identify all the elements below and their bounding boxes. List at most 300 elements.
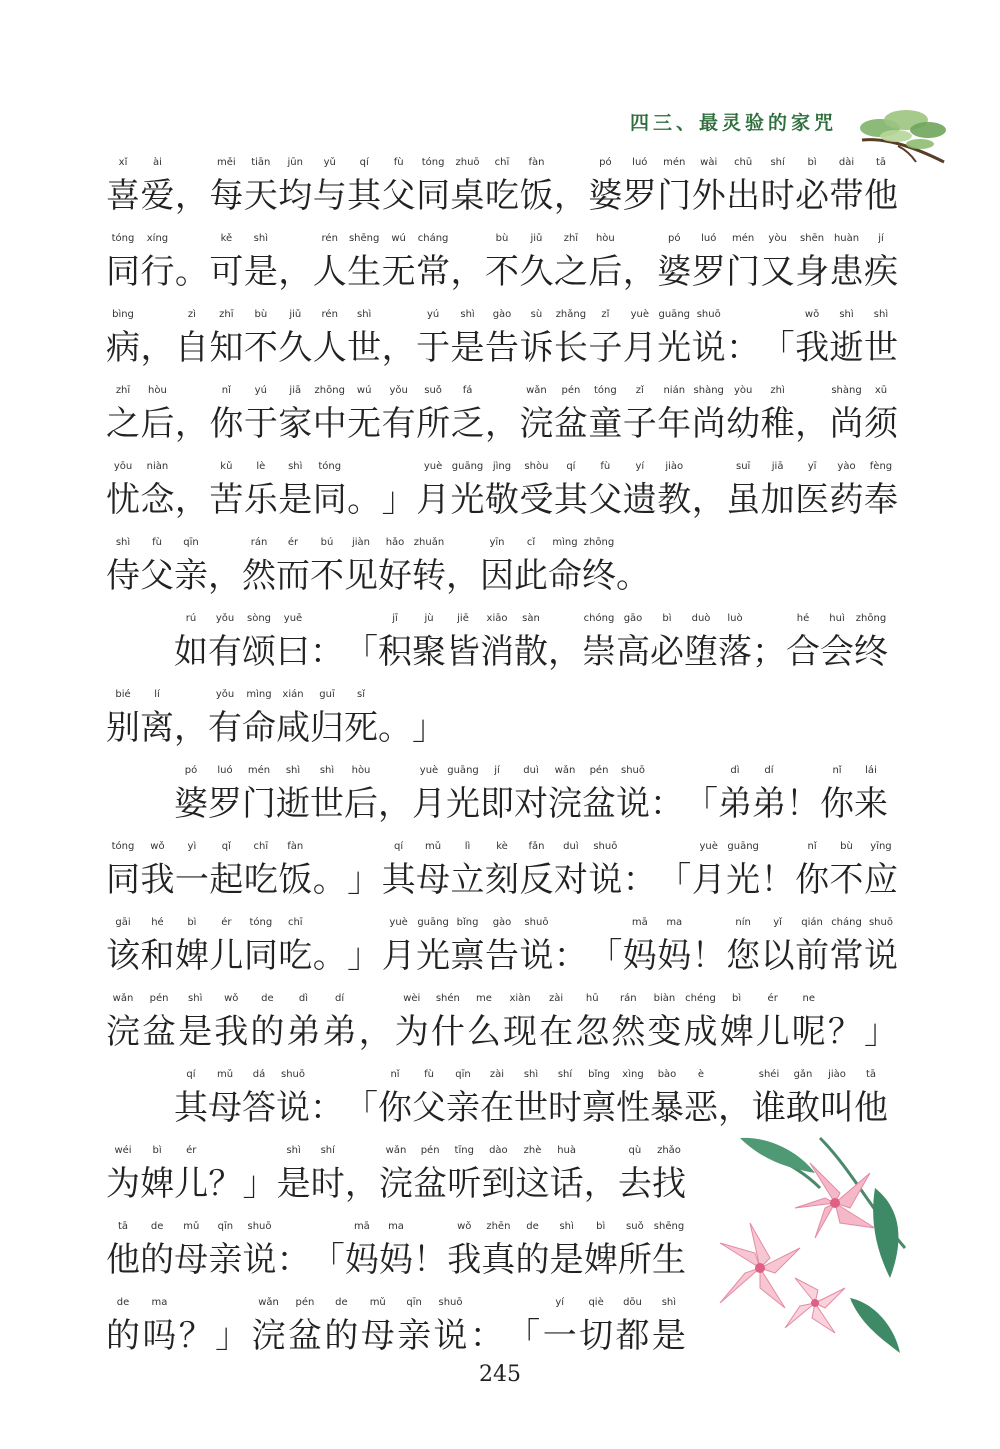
hanzi: 常	[416, 252, 451, 292]
text-line	[106, 614, 898, 690]
pinyin: rán	[620, 993, 637, 1004]
hanzi: 对	[514, 784, 548, 824]
ruby-char	[657, 386, 691, 462]
pinyin: hé	[151, 917, 164, 928]
ruby-char	[554, 310, 588, 386]
pinyin: guāng	[417, 917, 449, 928]
hanzi: 亲	[446, 1088, 480, 1128]
hanzi: 说	[863, 936, 898, 976]
hanzi: 话	[549, 1164, 584, 1204]
pinyin: huà	[557, 1145, 577, 1156]
pinyin: yīng	[870, 841, 892, 852]
ruby-char	[726, 462, 760, 538]
ruby-char	[276, 765, 310, 824]
ruby-char	[830, 310, 864, 386]
hanzi: 以	[760, 936, 795, 976]
hanzi: 是	[276, 1164, 311, 1204]
pinyin: chū	[734, 157, 753, 168]
pinyin: qīn	[183, 537, 199, 548]
hanzi: 即	[480, 784, 514, 824]
hanzi: 。	[378, 708, 412, 748]
ruby-char	[278, 842, 312, 918]
pinyin: zài	[489, 1069, 505, 1080]
ruby-char	[623, 158, 657, 234]
pinyin: sǐ	[357, 689, 365, 700]
hanzi: 母	[416, 860, 451, 900]
hanzi: 同	[106, 860, 140, 900]
hanzi: 所	[617, 1240, 652, 1280]
ruby-char	[761, 462, 795, 538]
ruby-char	[244, 386, 278, 462]
hanzi: 到	[481, 1164, 516, 1204]
hanzi: 乏	[450, 404, 485, 444]
ruby-char	[623, 918, 657, 994]
ruby-char	[446, 765, 480, 824]
ruby-char	[692, 842, 726, 918]
text-line	[106, 766, 898, 842]
ruby-char	[313, 158, 347, 234]
ruby-char	[140, 462, 174, 538]
ruby-char	[140, 234, 174, 310]
ruby-char	[616, 1069, 650, 1128]
ruby-char	[379, 1146, 413, 1222]
ruby-char	[242, 538, 276, 614]
ruby-char	[792, 994, 826, 1070]
text-line	[106, 158, 898, 234]
pinyin: hòu	[595, 233, 615, 244]
pinyin: de	[150, 1221, 164, 1232]
ruby-char	[416, 158, 450, 234]
hanzi: 常	[829, 936, 864, 976]
pinyin: lè	[256, 461, 266, 472]
ruby-char	[795, 158, 829, 234]
hanzi: 叫	[820, 1088, 854, 1128]
pinyin: me	[475, 993, 492, 1004]
hanzi: 无	[381, 252, 416, 292]
hanzi: 吃	[243, 860, 278, 900]
hanzi: 月	[691, 860, 726, 900]
pinyin: jiē	[457, 613, 469, 624]
ruby-char	[412, 765, 446, 824]
hanzi: 浣	[251, 1316, 286, 1356]
ruby-char	[795, 234, 829, 310]
hanzi: 儿	[174, 1164, 209, 1204]
pinyin: shàng	[693, 385, 724, 396]
pinyin: mā	[631, 917, 648, 928]
hanzi: 妈	[344, 1240, 379, 1280]
ruby-char	[140, 1222, 174, 1298]
pinyin: luó	[217, 765, 233, 776]
pinyin: kǔ	[220, 461, 233, 472]
hanzi: 盆	[413, 1164, 448, 1204]
hanzi: 。	[616, 556, 650, 596]
pinyin: zhōng	[314, 385, 345, 396]
pinyin: de	[116, 1297, 130, 1308]
pinyin: xìng	[622, 1069, 644, 1080]
pinyin: yuè	[630, 309, 650, 320]
ruby-char	[209, 918, 243, 994]
ruby-char	[726, 310, 760, 386]
pinyin: mā	[353, 1221, 370, 1232]
hanzi: 儿	[209, 936, 244, 976]
pinyin: hǎo	[385, 537, 405, 548]
hanzi: 带	[829, 176, 864, 216]
ruby-char	[575, 994, 609, 1070]
pinyin: yuē	[283, 613, 303, 624]
ruby-char	[446, 613, 480, 672]
ruby-char	[451, 310, 485, 386]
hanzi: 子	[588, 328, 623, 368]
hanzi: 真	[481, 1240, 516, 1280]
pinyin: rén	[321, 233, 338, 244]
hanzi: 浣	[548, 784, 582, 824]
ruby-char	[623, 842, 657, 918]
hanzi: 对	[553, 860, 588, 900]
pinyin: zhè	[523, 1145, 542, 1156]
hanzi: 喜	[106, 176, 140, 216]
ruby-char	[175, 842, 209, 918]
pinyin: qǐ	[221, 841, 231, 852]
ruby-char	[174, 690, 208, 766]
pinyin: biàn	[653, 993, 676, 1004]
ruby-char	[344, 690, 378, 766]
pinyin: zhuǎn	[413, 537, 445, 548]
hanzi: 弟	[322, 1012, 357, 1052]
pinyin: gāo	[623, 613, 643, 624]
ruby-char	[378, 538, 412, 614]
hanzi: 好	[378, 556, 412, 596]
ruby-char	[413, 1222, 447, 1298]
hanzi: 妈	[379, 1240, 413, 1280]
pinyin: huàn	[833, 233, 860, 244]
ruby-char	[209, 234, 243, 310]
pinyin: pó	[668, 233, 681, 244]
ruby-char	[726, 386, 760, 462]
ruby-char	[480, 538, 514, 614]
pinyin: chī	[253, 841, 269, 852]
ruby-char	[106, 158, 140, 234]
pinyin: wǒ	[224, 993, 239, 1004]
ruby-char	[554, 158, 588, 234]
pinyin: jiào	[828, 1069, 846, 1080]
pinyin: dōu	[623, 1297, 642, 1308]
pinyin: jù	[424, 613, 434, 624]
ruby-char	[657, 234, 691, 310]
pinyin: cháng	[831, 917, 862, 928]
ruby-char	[726, 234, 760, 310]
hanzi: 说	[519, 936, 554, 976]
ruby-char	[382, 310, 416, 386]
pinyin: sòng	[246, 613, 272, 624]
ruby-char	[864, 994, 898, 1070]
pinyin: zhì	[770, 385, 785, 396]
hanzi: 自	[174, 328, 209, 368]
ruby-char	[485, 918, 519, 994]
hanzi: ，	[484, 404, 519, 444]
ruby-char	[244, 918, 278, 994]
hanzi: 之	[106, 404, 140, 444]
pinyin: shì	[460, 309, 475, 320]
ruby-char	[720, 994, 754, 1070]
pinyin: shí	[320, 1145, 335, 1156]
hanzi: 「	[344, 632, 378, 672]
ruby-char	[485, 842, 519, 918]
ruby-char	[175, 234, 209, 310]
ruby-char	[650, 766, 684, 824]
ruby-char	[310, 690, 344, 766]
ruby-char	[548, 538, 582, 614]
pinyin: bì	[596, 1221, 606, 1232]
ruby-char	[106, 386, 140, 462]
pinyin: shí	[557, 1069, 573, 1080]
ruby-char	[451, 386, 485, 462]
ruby-char	[244, 462, 278, 538]
pinyin: gào	[492, 917, 512, 928]
pinyin: shuō	[593, 841, 618, 852]
hanzi: 积	[378, 632, 412, 672]
hanzi: 月	[412, 784, 446, 824]
pinyin: shuō	[247, 1221, 272, 1232]
ruby-char	[623, 310, 657, 386]
hanzi: 应	[863, 860, 898, 900]
ruby-char	[242, 1069, 276, 1128]
pinyin: pén	[420, 1145, 440, 1156]
ruby-char	[140, 690, 174, 766]
hanzi: 什	[430, 1012, 465, 1052]
hanzi: ：	[310, 1088, 344, 1128]
hanzi: 你	[209, 404, 244, 444]
hanzi: ，	[553, 176, 588, 216]
ruby-char	[795, 842, 829, 918]
ruby-char	[416, 386, 450, 462]
hanzi: 罗	[208, 784, 242, 824]
hanzi: ，	[450, 252, 485, 292]
hanzi: ，	[344, 1164, 379, 1204]
hanzi: 子	[622, 404, 657, 444]
hanzi: 中	[312, 404, 347, 444]
ruby-char	[310, 765, 344, 824]
ruby-char	[347, 386, 381, 462]
ruby-char	[582, 613, 616, 672]
hanzi: ？	[178, 1316, 213, 1356]
pinyin: bì	[187, 917, 197, 928]
hanzi: 现	[503, 1012, 538, 1052]
ruby-char	[795, 462, 829, 538]
hanzi: 他	[854, 1088, 888, 1128]
ruby-char	[416, 310, 450, 386]
ruby-char	[242, 690, 276, 766]
ruby-char	[174, 1069, 208, 1128]
ruby-char	[588, 234, 622, 310]
hanzi: 苦	[209, 480, 244, 520]
pinyin: guī	[319, 689, 335, 700]
hanzi: 敬	[484, 480, 519, 520]
ruby-char	[485, 234, 519, 310]
hanzi: 遗	[622, 480, 657, 520]
hanzi: 逝	[276, 784, 310, 824]
hanzi: 不	[484, 252, 519, 292]
ruby-char	[379, 1222, 413, 1298]
pinyin: wǎn	[112, 993, 134, 1004]
pinyin: zhōng	[855, 613, 887, 624]
hanzi: ，	[548, 632, 582, 672]
hanzi: 的	[140, 1240, 175, 1280]
ruby-char	[382, 918, 416, 994]
pinyin: bú	[320, 537, 334, 548]
hanzi: 饭	[278, 860, 313, 900]
pinyin: ma	[151, 1297, 168, 1308]
hanzi: 死	[344, 708, 378, 748]
hanzi: 所	[416, 404, 451, 444]
hanzi: 久	[278, 328, 313, 368]
ruby-char	[106, 538, 140, 614]
hanzi: 一	[174, 860, 209, 900]
lily-flower-icon	[700, 1128, 915, 1358]
text-line	[106, 918, 898, 994]
pinyin: lí	[154, 689, 160, 700]
ruby-char	[276, 613, 310, 672]
ruby-char	[554, 462, 588, 538]
pinyin: shì	[873, 309, 889, 320]
pinyin: nǐ	[832, 765, 842, 776]
pinyin: bǐng	[588, 1069, 610, 1080]
pinyin: měi	[217, 157, 236, 168]
pinyin: shuō	[438, 1297, 463, 1308]
hanzi: 他	[863, 176, 898, 216]
hanzi: 必	[795, 176, 830, 216]
hanzi: 是	[178, 1012, 213, 1052]
ruby-char	[278, 234, 312, 310]
hanzi: 人	[312, 252, 347, 292]
hanzi: 尚	[829, 404, 864, 444]
pinyin: shuō	[868, 917, 893, 928]
pinyin: fǎn	[528, 841, 545, 852]
ruby-char	[140, 918, 174, 994]
pinyin: tā	[875, 157, 886, 168]
ruby-char	[519, 234, 553, 310]
ruby-char	[616, 765, 650, 824]
pinyin: nǐ	[221, 385, 231, 396]
pinyin: yuè	[423, 461, 443, 472]
pinyin: qù	[628, 1145, 642, 1156]
hanzi: 父	[588, 480, 623, 520]
ruby-char	[503, 994, 537, 1070]
ruby-char	[756, 994, 790, 1070]
hanzi: 外	[691, 176, 726, 216]
ruby-char	[650, 1069, 684, 1128]
pinyin: dá	[252, 1069, 266, 1080]
hanzi: 的	[515, 1240, 550, 1280]
ruby-char	[864, 158, 898, 234]
ruby-char	[616, 613, 650, 672]
hanzi: 「	[684, 784, 718, 824]
hanzi: ？	[208, 1164, 243, 1204]
pinyin: suī	[735, 461, 751, 472]
pinyin: yǐ	[773, 917, 782, 928]
pinyin: yì	[187, 841, 197, 852]
hanzi: 儿	[755, 1012, 790, 1052]
ruby-char	[761, 386, 795, 462]
hanzi: 」	[412, 708, 446, 748]
ruby-char	[584, 1146, 618, 1222]
ruby-char	[616, 538, 650, 614]
pinyin: shì	[285, 765, 301, 776]
hanzi: ，	[446, 556, 480, 596]
hanzi: 吃	[484, 176, 519, 216]
pinyin: luó	[632, 157, 648, 168]
ruby-char	[106, 918, 140, 994]
ruby-char	[692, 462, 726, 538]
hanzi: 高	[616, 632, 650, 672]
pinyin: xíng	[146, 233, 169, 244]
pinyin: bì	[732, 993, 742, 1004]
pinyin: fèng	[869, 461, 893, 472]
hanzi: 世	[310, 784, 344, 824]
hanzi: 」	[347, 860, 382, 900]
ruby-char	[718, 765, 752, 824]
hanzi: 「	[588, 936, 623, 976]
hanzi: ：	[726, 328, 761, 368]
hanzi: 行	[140, 252, 175, 292]
pinyin: zhī	[219, 309, 234, 320]
hanzi: 药	[829, 480, 864, 520]
ruby-char	[623, 234, 657, 310]
hanzi: 婢	[174, 936, 209, 976]
ruby-char	[657, 310, 691, 386]
hanzi: 与	[312, 176, 347, 216]
hanzi: 门	[657, 176, 692, 216]
hanzi: 稚	[760, 404, 795, 444]
ruby-char	[752, 765, 786, 824]
hanzi: 而	[276, 556, 310, 596]
ruby-char	[276, 1069, 310, 1128]
pinyin: mén	[732, 233, 755, 244]
ruby-char	[276, 690, 310, 766]
pinyin: jí	[878, 233, 884, 244]
hanzi: 说	[588, 860, 623, 900]
hanzi: ！	[760, 860, 795, 900]
ruby-char	[431, 994, 465, 1070]
ruby-char	[178, 994, 212, 1070]
pinyin: de	[335, 1297, 348, 1308]
ruby-char	[209, 462, 243, 538]
pinyin: shén	[435, 993, 460, 1004]
pinyin: ér	[767, 993, 778, 1004]
ruby-char	[382, 386, 416, 462]
hanzi: ，	[140, 328, 175, 368]
ruby-char	[345, 1146, 379, 1222]
hanzi: 皆	[446, 632, 480, 672]
pinyin: wú	[356, 385, 372, 396]
pinyin: chī	[287, 917, 303, 928]
hanzi: 去	[617, 1164, 652, 1204]
ruby-char	[550, 1146, 584, 1222]
ruby-char	[830, 842, 864, 918]
pinyin: zhēn	[486, 1221, 511, 1232]
pinyin: gào	[492, 309, 512, 320]
hanzi: 时	[548, 1088, 582, 1128]
ruby-char	[588, 386, 622, 462]
ruby-char	[382, 234, 416, 310]
ruby-char	[395, 994, 429, 1070]
hanzi: 饭	[519, 176, 554, 216]
hanzi: 世	[863, 328, 898, 368]
ruby-char	[276, 538, 310, 614]
pinyin: jí	[494, 765, 500, 776]
pinyin: yú	[254, 385, 267, 396]
hanzi: 弟	[752, 784, 786, 824]
ruby-char	[582, 1069, 616, 1128]
